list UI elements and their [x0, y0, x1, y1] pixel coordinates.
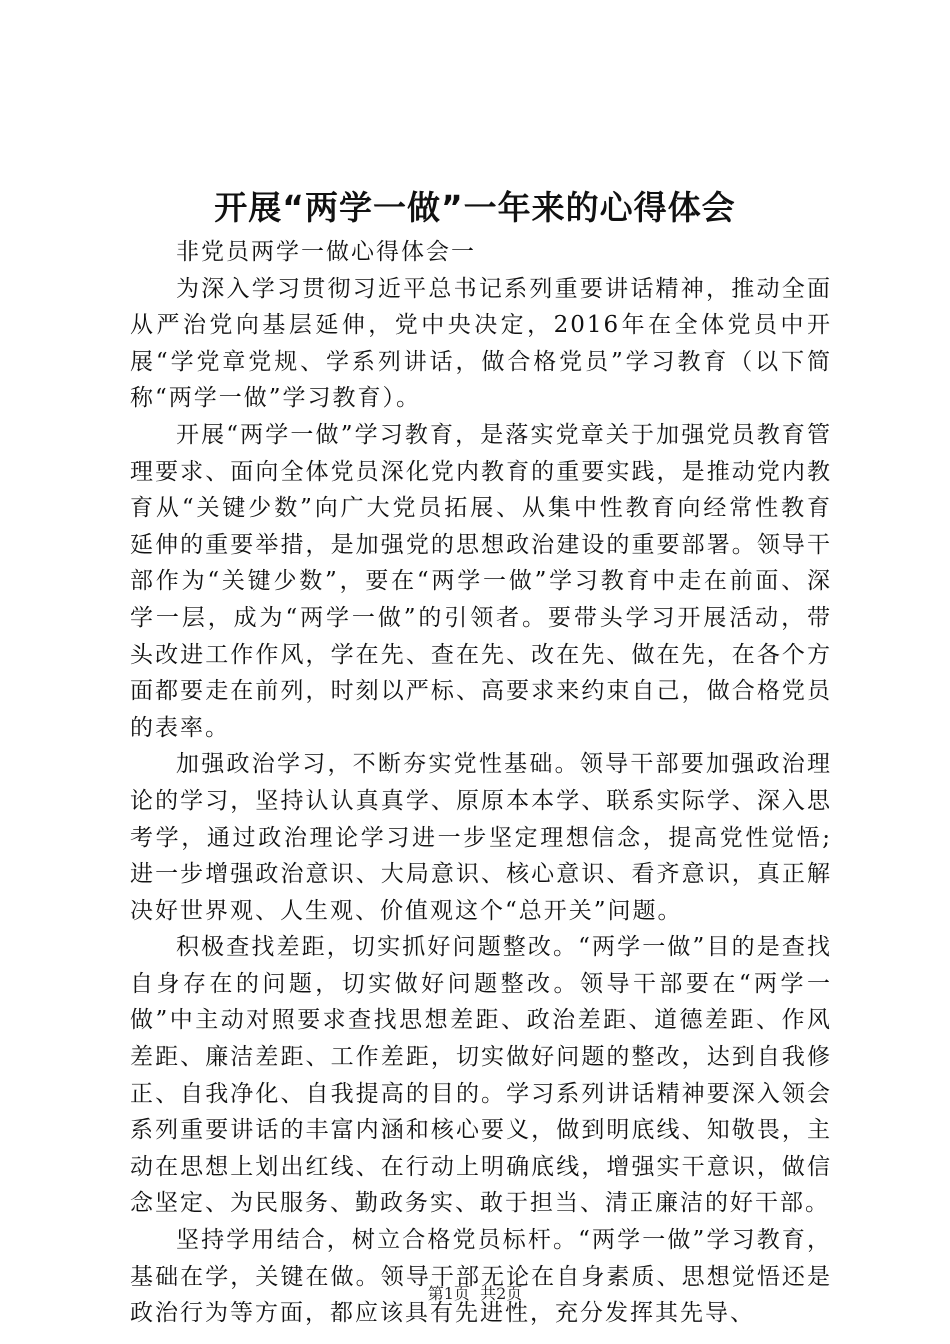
paragraph: 坚持学用结合，树立合格党员标杆。“两学一做”学习教育，基础在学，关键在做。领导干部无论在自身素质、思想觉悟还是政治行为等方面，都应该具有先进性，充分发挥其先导、 — [130, 1227, 832, 1327]
page-footer — [0, 1283, 950, 1305]
document-body — [130, 234, 832, 1332]
document-title: 开展“两学一做”一年来的心得体会 — [214, 188, 736, 227]
page-number: 第1页 — [427, 1284, 470, 1303]
footer-separator — [470, 1284, 480, 1303]
page-total: 共2页 — [480, 1284, 523, 1303]
paragraph: 为深入学习贯彻习近平总书记系列重要讲话精神，推动全面从严治党向基层延伸，党中央决定，2016年在全体党员中开展“学党章党规、学系列讲话，做合格党员”学习教育（以下简称“两学一做”学习教育）。 — [130, 275, 832, 412]
paragraph: 加强政治学习，不断夯实党性基础。领导干部要加强政治理论的学习，坚持认认真真学、原原本本学、联系实际学、深入思考学，通过政治理论学习进一步坚定理想信念，提高党性觉悟;进一步增强政治意识、大局意识、核心意识、看齐意识，真正解决好世界观、人生观、价值观这个“总开关”问题。 — [130, 751, 832, 924]
paragraph: 开展“两学一做”学习教育，是落实党章关于加强党员教育管理要求、面向全体党员深化党内教育的重要实践，是推动党内教育从“关键少数”向广大党员拓展、从集中性教育向经常性教育延伸的重要举措，是加强党的思想政治建设的重要部署。领导干部作为“关键少数”，要在“两学一做”学习教育中走在前面、深学一层，成为“两学一做”的引领者。要带头学习开展活动，带头改进工作作风，学在先、查在先、改在先、做在先，在各个方面都要走在前列，时刻以严标、高要求来约束自己，做合格党员的表率。 — [130, 421, 832, 741]
paragraph: 积极查找差距，切实抓好问题整改。“两学一做”目的是查找自身存在的问题，切实做好问题整改。领导干部要在“两学一做”中主动对照要求查找思想差距、政治差距、道德差距、作风差距、廉洁差距、工作差距，切实做好问题的整改，达到自我修正、自我净化、自我提高的目的。学习系列讲话精神要深入领会系列重要讲话的丰富内涵和核心要义，做到明底线、知敬畏，主动在思想上划出红线、在行动上明确底线，增强实干意识，做信念坚定、为民服务、勤政务实、敢于担当、清正廉洁的好干部。 — [130, 934, 832, 1217]
paragraph-subtitle: 非党员两学一做心得体会一 — [176, 239, 476, 265]
